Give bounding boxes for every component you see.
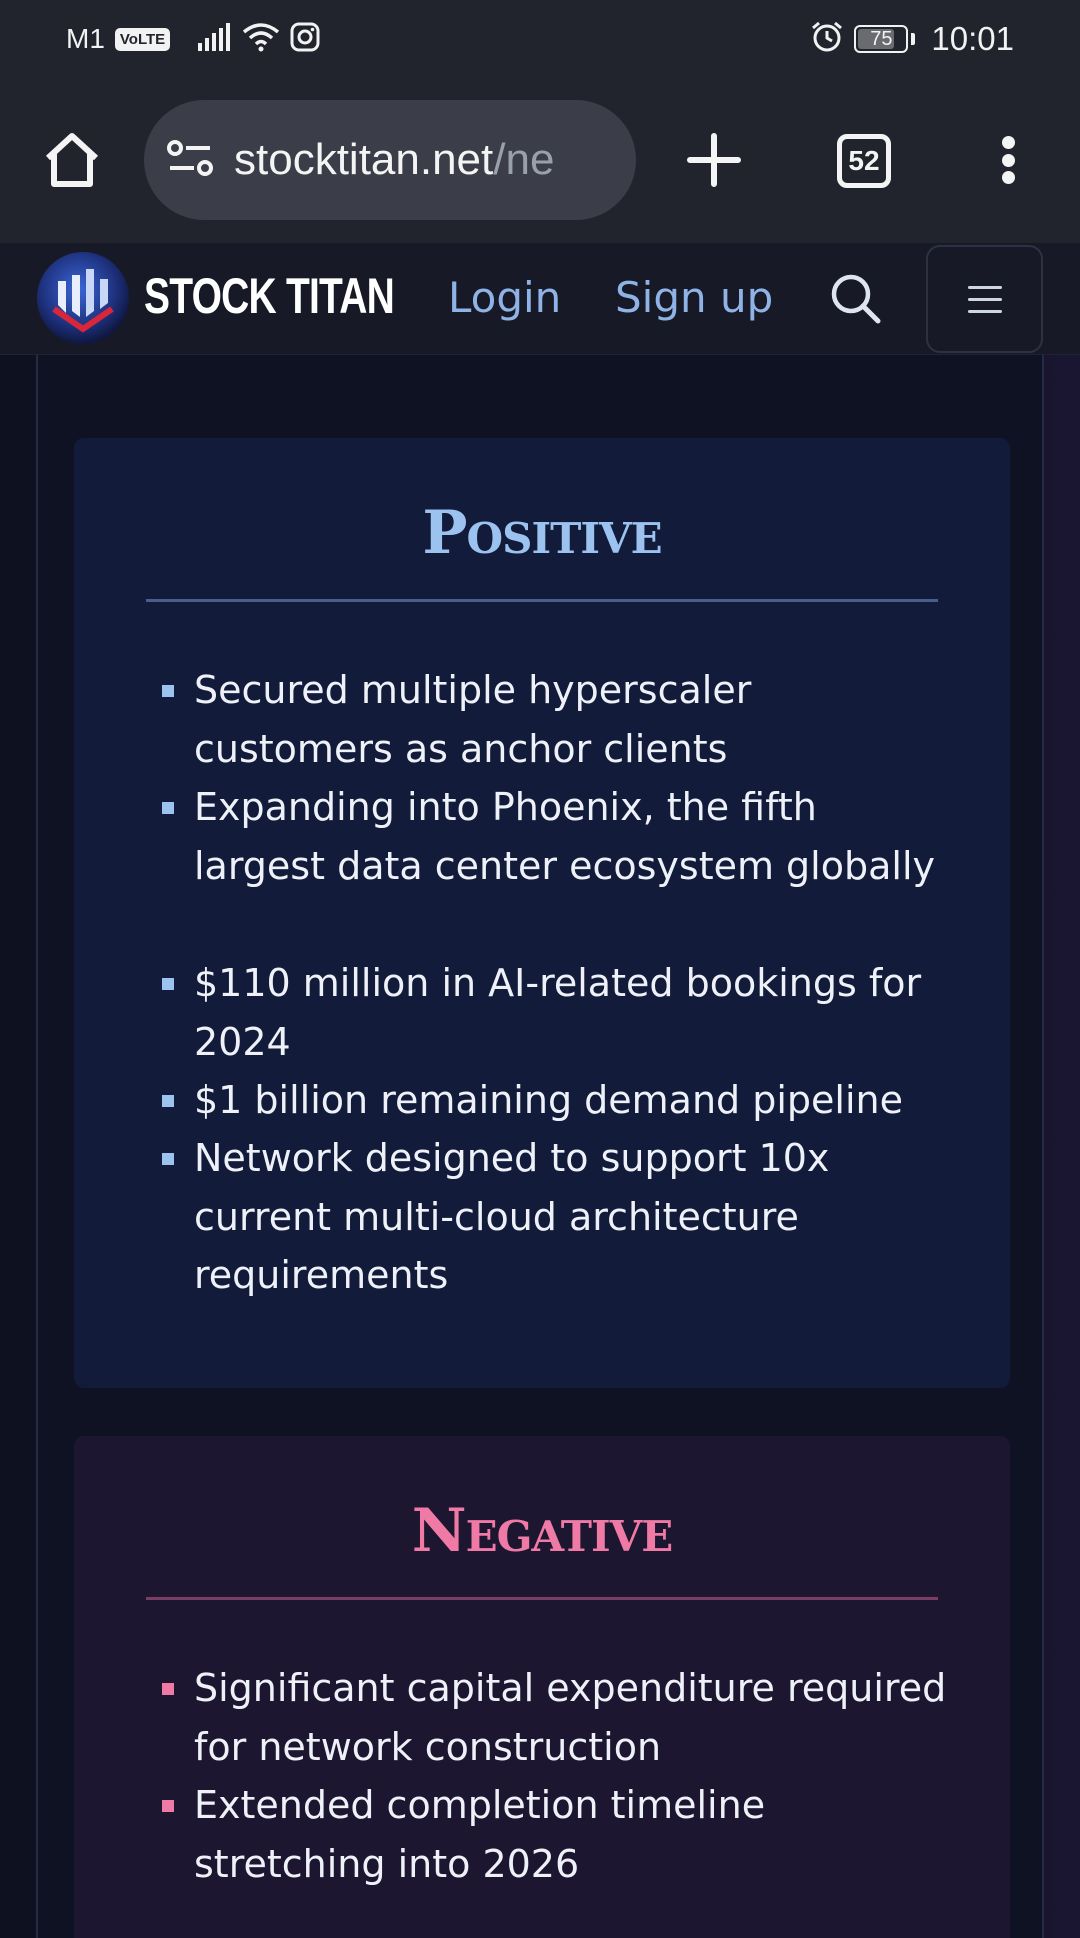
more-vert-icon	[1002, 136, 1015, 149]
login-link[interactable]: Login	[448, 273, 562, 322]
url-host: stocktitan.net	[234, 135, 494, 184]
list-item	[194, 661, 954, 778]
clock: 10:01	[931, 20, 1014, 57]
address-bar[interactable]	[144, 100, 636, 220]
plus-icon	[684, 130, 744, 190]
search-button[interactable]	[826, 269, 886, 329]
bullet-square-icon	[162, 1153, 174, 1165]
bullet-square-icon	[162, 802, 174, 814]
list-item	[194, 1071, 954, 1130]
tab-switcher-button[interactable]	[837, 134, 891, 188]
list-item-text: $1 billion remaining demand pipeline	[194, 1078, 903, 1122]
status-bar	[0, 0, 1080, 78]
list-item	[194, 954, 954, 1071]
signup-link[interactable]: Sign up	[615, 273, 774, 322]
status-left	[66, 22, 320, 56]
search-icon	[826, 269, 886, 329]
instagram-icon	[290, 22, 320, 56]
content-frame	[36, 355, 1044, 1938]
hamburger-menu-button[interactable]	[926, 245, 1043, 353]
list-item-text: Extended completion timeline stretching into 2026	[194, 1783, 766, 1886]
home-button[interactable]	[38, 126, 106, 194]
carrier-label: M1	[66, 23, 105, 54]
bullet-square-icon	[162, 1095, 174, 1107]
battery-level: 75	[870, 27, 893, 50]
status-right	[810, 20, 1014, 58]
menu-icon	[968, 286, 1002, 289]
signal-icon	[198, 23, 232, 55]
browser-menu-button[interactable]	[990, 130, 1026, 190]
brand-name[interactable]: STOCK TITAN	[144, 268, 394, 324]
list-item-text: $110 million in AI-related bookings for 2024	[194, 961, 922, 1064]
negative-divider	[146, 1597, 938, 1600]
new-tab-button[interactable]	[684, 130, 744, 190]
battery-indicator	[854, 25, 915, 53]
list-item	[194, 1659, 954, 1776]
url-text	[234, 135, 554, 185]
bullet-square-icon	[162, 1683, 174, 1695]
list-item-text: Secured multiple hyperscaler customers as anchor clients	[194, 668, 752, 771]
list-item-text: Expanding into Phoenix, the fifth largest data center ecosystem globally	[194, 785, 935, 888]
tab-count: 52	[848, 145, 880, 176]
alarm-icon	[810, 20, 844, 58]
bullet-square-icon	[162, 685, 174, 697]
url-path: /ne	[493, 135, 555, 184]
negative-title: Negative	[411, 1496, 673, 1566]
bullet-square-icon	[162, 1800, 174, 1812]
list-item	[194, 1776, 954, 1893]
list-item	[194, 1129, 954, 1305]
list-item	[194, 778, 954, 895]
list-item-text: Significant capital expenditure required for network construction	[194, 1666, 947, 1769]
content-area	[0, 355, 1080, 1938]
positive-divider	[146, 599, 938, 602]
stock-titan-logo[interactable]	[36, 251, 130, 345]
wifi-icon	[242, 22, 280, 56]
negative-card	[74, 1436, 1010, 1938]
site-settings-icon[interactable]	[166, 138, 214, 182]
list-item-text: Network designed to support 10x current multi-cloud architecture requirements	[194, 1136, 830, 1297]
site-header	[0, 243, 1080, 355]
browser-toolbar	[0, 78, 1080, 243]
bullet-square-icon	[162, 978, 174, 990]
home-icon	[42, 130, 102, 190]
positive-title: Positive	[422, 498, 662, 568]
volte-badge: VoLTE	[115, 28, 170, 51]
positive-card	[74, 438, 1010, 1388]
